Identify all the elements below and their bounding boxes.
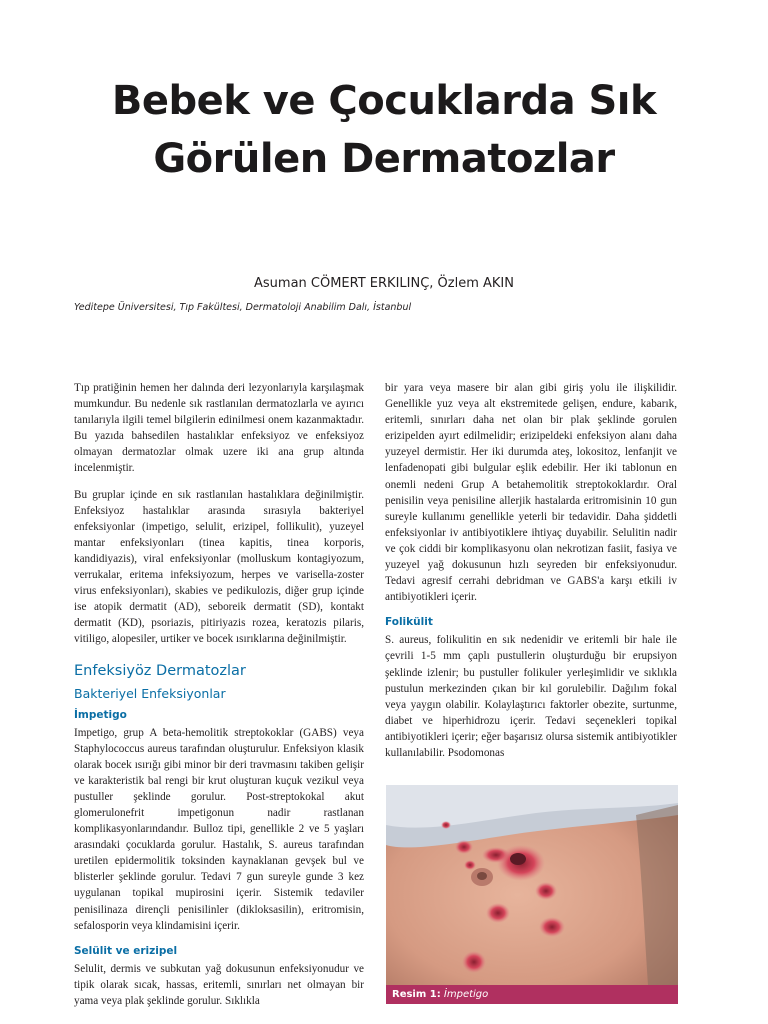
right-column: [385, 380, 677, 771]
left-column: [74, 380, 364, 1019]
heading-impetigo: İmpetigo: [74, 708, 127, 721]
impetigo-paragraph: Impetigo, grup A beta-hemolitik streptokoklar (GABS) veya Staphylococcus aureus tarafından oluşturulur. Enfeksiyon klasik olarak bocek ısırığı gibi minor bir deri travmasını takiben gelişir ve karakteristik bal rengi bir krut oluşturan kuçuk vezikul veya pustuller şeklinde gorulur. Post-streptokokal akut glomerulonefrit impetigonun nadir rastlanan komplikasyonlarındandır. Bulloz tipi, genellikle 2 ve 5 yaşları arasındaki çocuklarda gorulur. Hastalık, S. aureus tarafından uretilen epidermolitik toksinden kaynaklanan gevşek bul ve blisterler şeklinde gorulur. Tedavi 7 gun sureyle gunde 3 kez uygulanan topikal mupirosini içerir. Sistemik tedaviler penisilinaza dirençli penisilinler (dikloksasilin), eritromisin, sefalosporin veya klindamisini içerir.: [74, 726, 364, 932]
intro-paragraph-2: Bu gruplar içinde en sık rastlanılan hastalıklara değinilmiştir. Enfeksiyoz hastalıklar arasında sırasıyla bakteriyel enfeksiyonlar (impetigo, selulit, erizipel, follikulit), yuzeyel mantar enfeksiyonları (tinea kapitis, tinea korporis, kandidiyazis), viral enfeksiyonlar (molluskum kontagiyozum, verrukalar, eritema infeksiyozum, herpes ve varisella-zoster virus enfeksiyonları), skabies ve pedikulozis, diğer grup içinde ise atopik dermatit (AD), seboreik dermatit (SD), kontakt dermatit (KD), psoriazis, pitiriyazis rozea, keratozis pilaris, vitiligo, alopesiler, urtiker ve bocek ısırıklarına değinilmiştir.: [74, 488, 364, 646]
figure-caption-label: Resim 1:: [392, 989, 441, 1000]
article-title-line-1: Bebek ve Çocuklarda Sık: [111, 78, 657, 124]
cellulitis-paragraph: Selulit, dermis ve subkutan yağ dokusunun enfeksiyonudur ve tipik olarak sıcak, hassas, eritemli, sınırları net olmayan bir yama veya plak şeklinde gorulur. Sıklıkla: [74, 962, 364, 1007]
figure-caption-text: İmpetigo: [443, 989, 489, 1000]
impetigo-photo-illustration: [386, 785, 678, 985]
impetigo-photo: [386, 785, 678, 985]
section-heading-infectious: Enfeksiyöz Dermatozlar: [74, 662, 246, 679]
subsection-heading-bacterial: Bakteriyel Enfeksiyonlar: [74, 685, 226, 701]
author-list: Asuman CÖMERT ERKILINÇ, Özlem AKIN: [254, 276, 514, 291]
folliculitis-paragraph: S. aureus, folikulitin en sık nedenidir ve eritemli bir hale ile çevrili 1-5 mm çaplı pustullerin oluşturduğu bir erupsiyon şeklinde izlenir; bu pustuller folikuler yerleşimlidir ve sıklıkla pustulun merkezinden çıkan bir kıl gorulebilir. Dağılım fokal veya yaygın olabilir. Kolaylaştırıcı faktorler obezite, surtunme, diabet ve hiperhidrozu içerir. Tedavi seçenekleri topikal antibiyotikleri içerir; eğer başarısız olursa sistemik antibiyotikler kullanılabilir. Psodomonas: [385, 634, 677, 759]
heading-folliculitis: Folikülit: [385, 616, 433, 629]
figure-caption: [386, 985, 678, 1004]
figure-1: [386, 785, 678, 1004]
affiliation: Yeditepe Üniversitesi, Tıp Fakültesi, Dermatoloji Anabilim Dalı, İstanbul: [74, 302, 412, 313]
cellulitis-continued-paragraph: bir yara veya masere bir alan gibi giriş yolu ile ilişkilidir. Genellikle yuz veya alt ekstremitede gelişen, endure, kabarık, eritemli, sınırları daha net olan bir plak şeklinde gorulen erizipelden ayırt edilmelidir; erizipeldeki enfeksiyon alanı daha yuzeyel dermistir. Her iki durumda ateş, lokositoz, lenfanjit ve lenfadenopati gibi bulgular eşlik edebilir. Her iki tablonun en onemli nedeni Grup A betahemolitik streptokoklardır. Oral penisilin veya penisiline allerjik hastalarda eritromisinin 10 gun sureyle kullanımı genellikle yeterli bir tedavidir. Daha şiddetli enfeksiyonlar iv antibiyotiklere ihtiyaç duyabilir. Selulitin nadir ve çok ciddi bir komplikasyonu olan nekrotizan fasiit, fasiya ve yuzeyel yağ dokusunun hızlı seyreden bir enfeksiyonudur. Tedavi agresif cerrahi debridman ve GABS'a karşı etkili iv antibiyotikleri içerir.: [385, 382, 677, 604]
heading-cellulitis: Selülit ve erizipel: [74, 944, 178, 957]
intro-paragraph-1: Tıp pratiğinin hemen her dalında deri lezyonlarıyla karşılaşmak mumkundur. Bu nedenle sık rastlanılan dermatozlarla ve ayırıcı tanılarıyla ilgili temel bilgilerin edinilmesi onem kazanmaktadır. Bu yazıda bahsedilen hastalıklar enfeksiyoz ve enfeksiyoz olmayan dermatozlar olmak uzere iki ana grup altında incelenmiştir.: [74, 382, 364, 475]
article-title: [0, 72, 768, 188]
article-title-line-2: Görülen Dermatozlar: [153, 136, 615, 182]
